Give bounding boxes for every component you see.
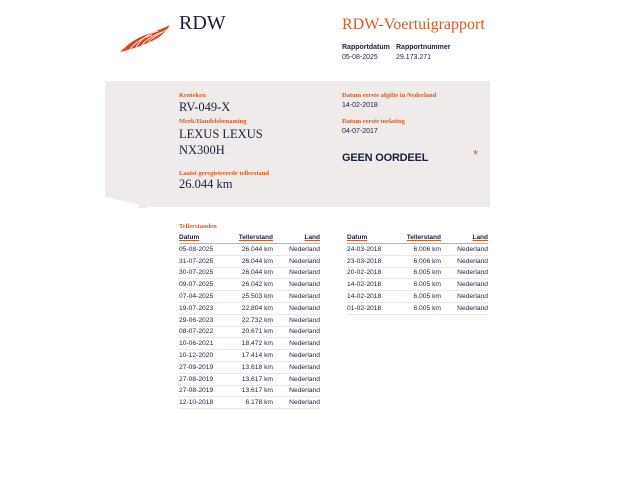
cell-date: 27-08-2019	[179, 385, 236, 397]
cell-km: 6.005 km	[404, 267, 441, 279]
report-title: RDW-Voertuigrapport	[342, 16, 485, 33]
cell-land: Nederland	[273, 326, 320, 338]
table-row	[179, 397, 320, 409]
first-admit-label: Datum eerste toelating	[342, 118, 405, 125]
cell-km: 6.178 km	[236, 397, 273, 409]
table-row	[347, 302, 488, 314]
table-row	[347, 244, 488, 256]
cell-date: 08-07-2022	[179, 326, 236, 338]
odometer-label: Laatst geregistreerde tellerstand	[179, 170, 270, 177]
first-nl-value: 14-02-2018	[342, 102, 378, 109]
make-label: Merk/Handelsbenaming	[179, 118, 247, 125]
cell-land: Nederland	[273, 350, 320, 362]
make-value: LEXUS LEXUS	[179, 127, 263, 141]
cell-km: 26.044 km	[236, 267, 273, 279]
cell-land: Nederland	[273, 255, 320, 267]
column-header-date: Datum	[179, 233, 236, 244]
model-value: NX300H	[179, 143, 225, 157]
table-row	[179, 338, 320, 350]
column-header-km: Tellerstand	[236, 233, 273, 244]
cell-date: 09-07-2025	[179, 279, 236, 291]
column-header-km: Tellerstand	[404, 233, 441, 244]
cell-date: 10-12-2020	[179, 350, 236, 362]
cell-km: 20.671 km	[236, 326, 273, 338]
cell-km: 26.044 km	[236, 244, 273, 256]
table-row	[179, 279, 320, 291]
cell-date: 20-02-2018	[347, 267, 404, 279]
verdict-text: GEEN OORDEEL	[342, 152, 429, 164]
cell-land: Nederland	[441, 267, 488, 279]
cell-land: Nederland	[441, 244, 488, 256]
cell-land: Nederland	[273, 338, 320, 350]
cell-date: 07-04-2025	[179, 291, 236, 303]
cell-date: 14-02-2018	[347, 279, 404, 291]
report-number-value: 29.173.271	[396, 54, 432, 61]
cell-land: Nederland	[273, 302, 320, 314]
cell-land: Nederland	[273, 314, 320, 326]
table-row	[179, 326, 320, 338]
table-row	[179, 244, 320, 256]
cell-km: 25.503 km	[236, 291, 273, 303]
cell-date: 24-03-2018	[347, 244, 404, 256]
column-header-date: Datum	[347, 233, 404, 244]
plate-value: RV-049-X	[179, 100, 231, 114]
cell-km: 17.414 km	[236, 350, 273, 362]
cell-km: 6.006 km	[404, 255, 441, 267]
rdw-logo-icon	[118, 24, 172, 54]
vehicle-summary-panel	[105, 81, 490, 207]
odometer-table-left	[179, 233, 320, 409]
cell-km: 26.042 km	[236, 279, 273, 291]
cell-land: Nederland	[273, 267, 320, 279]
table-row	[179, 350, 320, 362]
cell-land: Nederland	[273, 373, 320, 385]
odometer-table-right	[347, 233, 488, 315]
cell-km: 13.617 km	[236, 385, 273, 397]
first-admit-value: 04-07-2017	[342, 128, 378, 135]
cell-date: 31-07-2025	[179, 255, 236, 267]
table-row	[179, 373, 320, 385]
table-row	[179, 255, 320, 267]
cell-date: 23-03-2018	[347, 255, 404, 267]
table-row	[347, 291, 488, 303]
cell-date: 27-09-2019	[179, 361, 236, 373]
table-row	[179, 291, 320, 303]
cell-date: 01-02-2018	[347, 302, 404, 314]
cell-date: 12-10-2018	[179, 397, 236, 409]
cell-km: 13.617 km	[236, 373, 273, 385]
table-row	[347, 267, 488, 279]
cell-km: 6.005 km	[404, 291, 441, 303]
cell-km: 13.618 km	[236, 361, 273, 373]
cell-date: 05-08-2025	[179, 244, 236, 256]
cell-land: Nederland	[441, 302, 488, 314]
table-row	[347, 255, 488, 267]
cell-km: 26.044 km	[236, 255, 273, 267]
cell-land: Nederland	[273, 385, 320, 397]
table-row	[179, 314, 320, 326]
column-header-land: Land	[441, 233, 488, 244]
cell-km: 6.005 km	[404, 302, 441, 314]
table-row	[179, 267, 320, 279]
cell-land: Nederland	[273, 244, 320, 256]
cell-date: 27-08-2019	[179, 373, 236, 385]
column-header-land: Land	[273, 233, 320, 244]
cell-km: 6.005 km	[404, 279, 441, 291]
report-number-label: Rapportnummer	[396, 44, 451, 51]
report-date-label: Rapportdatum	[342, 44, 390, 51]
report-date-block	[342, 44, 390, 61]
cell-km: 22.732 km	[236, 314, 273, 326]
first-nl-label: Datum eerste afgifte in Nederland	[342, 92, 437, 99]
table-row	[347, 279, 488, 291]
report-date-value: 05-08-2025	[342, 54, 378, 61]
table-row	[179, 361, 320, 373]
odometer-value: 26.044 km	[179, 177, 233, 191]
cell-land: Nederland	[273, 291, 320, 303]
plate-label: Kenteken	[179, 92, 206, 99]
table-row	[179, 385, 320, 397]
report-number-block	[396, 44, 450, 61]
cell-km: 18.472 km	[236, 338, 273, 350]
cell-land: Nederland	[441, 255, 488, 267]
cell-km: 6.006 km	[404, 244, 441, 256]
panel-corner-decoration	[105, 197, 155, 208]
cell-date: 29-06-2023	[179, 314, 236, 326]
brand-name: RDW	[179, 12, 226, 34]
cell-km: 22.804 km	[236, 302, 273, 314]
table-row	[179, 302, 320, 314]
table-header-row	[179, 233, 320, 244]
cell-land: Nederland	[273, 361, 320, 373]
cell-land: Nederland	[441, 291, 488, 303]
table-header-row	[347, 233, 488, 244]
cell-land: Nederland	[273, 397, 320, 409]
verdict-footnote-mark: *	[473, 147, 479, 162]
cell-date: 14-02-2018	[347, 291, 404, 303]
cell-date: 19-07-2023	[179, 302, 236, 314]
cell-date: 10-06-2021	[179, 338, 236, 350]
cell-land: Nederland	[273, 279, 320, 291]
odometer-section-title: Tellerstanden	[179, 223, 217, 230]
cell-date: 30-07-2025	[179, 267, 236, 279]
cell-land: Nederland	[441, 279, 488, 291]
